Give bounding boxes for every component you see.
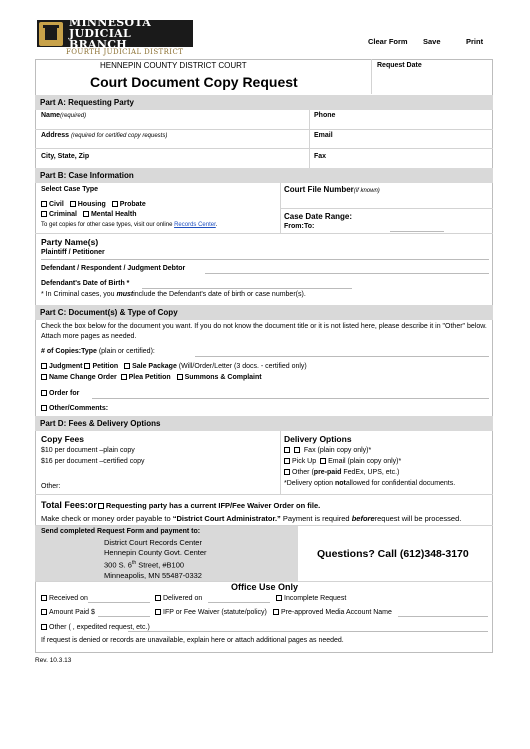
- preapproved-row: Pre-approved Media Account Name: [273, 609, 392, 616]
- order-for-row: Order for: [41, 390, 79, 397]
- party-names-heading: Party Name(s): [41, 237, 99, 247]
- ifp-checkbox[interactable]: [155, 609, 161, 615]
- ifp-row: IFP or Fee Waiver (statute/policy): [155, 609, 267, 616]
- logo-line2: JUDICIAL BRANCH: [68, 27, 132, 51]
- fee-certified: $16 per document –certified copy: [41, 458, 145, 465]
- defendant-label: Defendant / Respondent / Judgment Debtor: [41, 265, 186, 272]
- address-label: Address (required for certified copy requests): [41, 132, 168, 139]
- received-on-checkbox[interactable]: [41, 595, 47, 601]
- name-change-checkbox[interactable]: [41, 374, 47, 380]
- date-range-label: Case Date Range:: [284, 212, 353, 221]
- other-comments-row: Other/Comments:: [41, 405, 108, 412]
- part-c-heading: Part C: Document(s) & Type of Copy: [35, 305, 493, 320]
- name-field[interactable]: [41, 120, 306, 128]
- other-expedited-checkbox[interactable]: [41, 624, 47, 630]
- revision-label: Rev. 10.3.13: [35, 657, 72, 664]
- email-checkbox[interactable]: [320, 458, 326, 464]
- judgment-checkbox[interactable]: [41, 363, 47, 369]
- city-field[interactable]: [110, 151, 305, 163]
- plaintiff-label: Plaintiff / Petitioner: [41, 249, 105, 256]
- questions-phone: Questions? Call (612)348-3170: [317, 548, 469, 560]
- fax-option: Fax (plain copy only)*: [284, 447, 371, 454]
- criminal-checkbox[interactable]: [41, 211, 47, 217]
- other-case-types-note: To get copies for other case types, visit our online Records Center.: [41, 222, 218, 228]
- total-fees-row: Total Fees:or Requesting party has a current IFP/Fee Waiver Order on file.: [41, 500, 321, 510]
- case-type-row2: Criminal Mental Health: [41, 211, 136, 218]
- document-row2: Name Change Order Plea Petition Summons & Complaint: [41, 374, 262, 381]
- seal-icon: [39, 22, 63, 46]
- other-comments-field[interactable]: [112, 403, 489, 413]
- dob-label: Defendant's Date of Birth *: [41, 280, 130, 287]
- request-date-label: Request Date: [377, 62, 422, 69]
- fee-other-field[interactable]: [65, 481, 275, 491]
- case-type-row1: Civil Housing Probate: [41, 201, 146, 208]
- request-date-field[interactable]: [377, 72, 489, 90]
- denied-note: If request is denied or records are unavailable, explain here or attach additional pages as needed.: [41, 637, 344, 644]
- other-expedited-row: Other ( , expedited request, etc.): [41, 624, 150, 631]
- other-delivery-option: Other (pre-paid FedEx, UPS, etc.): [284, 469, 399, 476]
- save-button[interactable]: Save: [423, 37, 441, 46]
- fee-other-label: Other:: [41, 483, 61, 490]
- copy-fees-heading: Copy Fees: [41, 434, 84, 444]
- email-label: Email: [314, 132, 333, 139]
- waiver-checkbox[interactable]: [98, 503, 104, 509]
- received-on-row: Received on: [41, 595, 88, 602]
- delivered-on-checkbox[interactable]: [155, 595, 161, 601]
- part-d-heading: Part D: Fees & Delivery Options: [35, 416, 493, 431]
- case-type-label: Select Case Type: [41, 186, 99, 193]
- city-label: City, State, Zip: [41, 153, 90, 160]
- copies-type-label: # of Copies:Type (plain or certified):: [41, 348, 155, 355]
- order-for-field[interactable]: [92, 388, 489, 398]
- other-comments-checkbox[interactable]: [41, 405, 47, 411]
- housing-checkbox[interactable]: [70, 201, 76, 207]
- phone-label: Phone: [314, 112, 336, 119]
- defendant-field[interactable]: [205, 263, 489, 273]
- petition-checkbox[interactable]: [84, 363, 90, 369]
- summons-checkbox[interactable]: [177, 374, 183, 380]
- page-title: Court Document Copy Request: [90, 74, 298, 90]
- plea-petition-checkbox[interactable]: [121, 374, 127, 380]
- dob-note: * In Criminal cases, you mustinclude the Defendant's date of birth or case number(s).: [41, 291, 306, 298]
- part-a-heading: Part A: Requesting Party: [35, 95, 493, 110]
- from-label: From:: [284, 223, 304, 230]
- amount-paid-row: Amount Paid $: [41, 609, 95, 616]
- payable-note: Make check or money order payable to “District Court Administrator.” Payment is required beforerequest will be processed.: [41, 514, 462, 523]
- district-name: FOURTH JUDICIAL DISTRICT: [66, 48, 184, 56]
- dob-field[interactable]: [142, 278, 352, 288]
- logo-line1: MINNESOTA: [68, 16, 152, 29]
- phone-field[interactable]: [314, 120, 489, 128]
- delivery-heading: Delivery Options: [284, 434, 352, 444]
- mailing-address: District Court Records Center Hennepin County Govt. Center 300 S. 6th Street, #B100 Minneapolis, MN 55487-0332: [104, 538, 207, 580]
- to-label: To:: [304, 223, 315, 230]
- send-heading: Send completed Request Form and payment to:: [41, 528, 201, 535]
- fax-field[interactable]: [330, 151, 489, 163]
- probate-checkbox[interactable]: [112, 201, 118, 207]
- other-delivery-checkbox[interactable]: [284, 469, 290, 475]
- delivered-on-row: Delivered on: [155, 595, 202, 602]
- part-b-heading: Part B: Case Information: [35, 168, 493, 183]
- part-c-instructions: Check the box below for the document you want. If you do not know the document title or it is not listed here, please describe it in "Other" below. Attach more pages as needed.: [41, 323, 487, 340]
- pickup-email-option: Pick Up Email (plain copy only)*: [284, 458, 401, 465]
- fee-plain: $10 per document –plain copy: [41, 447, 135, 454]
- amount-paid-checkbox[interactable]: [41, 609, 47, 615]
- delivery-note: *Delivery option notallowed for confidential documents.: [284, 480, 456, 487]
- incomplete-row: Incomplete Request: [276, 595, 346, 602]
- order-for-checkbox[interactable]: [41, 390, 47, 396]
- preapproved-checkbox[interactable]: [273, 609, 279, 615]
- fax-checkbox[interactable]: [294, 447, 300, 453]
- sale-package-checkbox[interactable]: [124, 363, 130, 369]
- file-number-label: Court File Number(if known): [284, 185, 380, 194]
- print-button[interactable]: Print: [466, 37, 484, 46]
- pickup-checkbox[interactable]: [284, 458, 290, 464]
- email-field[interactable]: [314, 140, 489, 148]
- address-field[interactable]: [41, 140, 306, 148]
- copies-type-field[interactable]: [195, 346, 489, 356]
- civil-checkbox[interactable]: [41, 201, 47, 207]
- court-logo: [37, 16, 193, 51]
- document-row1: Judgment Petition Sale Package (Will/Order/Letter (3 docs. - certified only): [41, 363, 307, 370]
- incomplete-checkbox[interactable]: [276, 595, 282, 601]
- name-label: Name(required): [41, 112, 87, 119]
- records-center-link[interactable]: Records Center: [174, 222, 216, 228]
- to-field[interactable]: [318, 221, 489, 231]
- mental-health-checkbox[interactable]: [83, 211, 89, 217]
- fax-label: Fax: [314, 153, 327, 160]
- file-number-field[interactable]: [284, 194, 489, 206]
- court-name: HENNEPIN COUNTY DISTRICT COURT: [100, 61, 247, 70]
- fax-primary-checkbox[interactable]: [284, 447, 290, 453]
- clear-form-button[interactable]: Clear Form: [368, 37, 408, 46]
- office-use-heading: Office Use Only: [231, 582, 299, 592]
- plaintiff-field[interactable]: [120, 248, 489, 258]
- logo-text: [69, 17, 193, 50]
